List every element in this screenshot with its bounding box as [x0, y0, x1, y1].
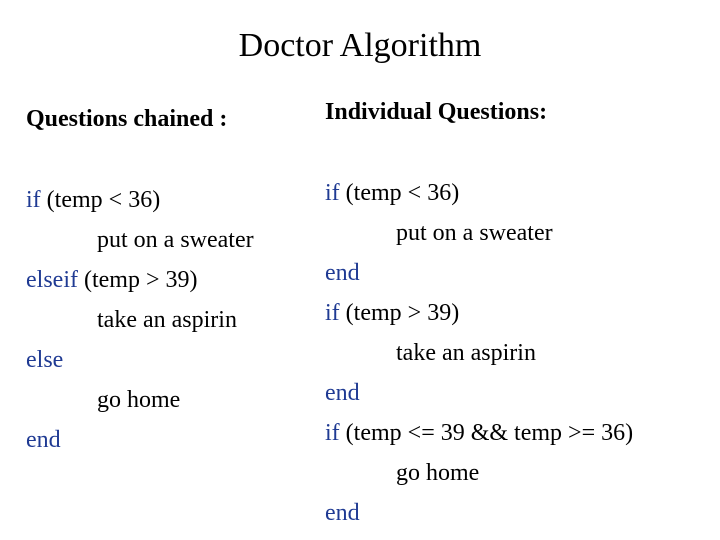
individual-heading: Individual Questions: [325, 99, 548, 125]
code-line [325, 453, 633, 493]
slide-title: Doctor Algorithm [238, 27, 482, 64]
code-line [26, 260, 254, 300]
keyword: if [325, 300, 340, 326]
code-text: (temp < 36) [339, 180, 460, 206]
code-line [26, 340, 254, 380]
keyword: end [325, 260, 360, 286]
code-line [26, 180, 254, 220]
code-line [325, 493, 633, 533]
keyword: else [26, 347, 64, 373]
keyword: if [26, 187, 41, 213]
code-line [26, 300, 254, 340]
keyword: end [325, 380, 360, 406]
code-text: go home [97, 387, 181, 413]
code-line [325, 293, 633, 333]
chained-code-block [26, 180, 254, 460]
code-text: take an aspirin [97, 307, 237, 333]
keyword: if [325, 180, 340, 206]
code-text: go home [396, 460, 480, 486]
keyword: end [325, 500, 360, 526]
code-line [325, 333, 633, 373]
code-line [26, 420, 254, 460]
code-text: (temp <= 39 && temp >= 36) [339, 420, 634, 446]
code-line [26, 220, 254, 260]
code-text: take an aspirin [396, 340, 536, 366]
chained-heading: Questions chained : [26, 106, 228, 132]
code-line [325, 173, 633, 213]
code-text: (temp > 39) [339, 300, 460, 326]
code-line [325, 413, 633, 453]
code-line [325, 213, 633, 253]
code-line [26, 380, 254, 420]
code-text: (temp < 36) [40, 187, 161, 213]
code-text: put on a sweater [97, 227, 254, 253]
code-line [325, 253, 633, 293]
keyword: elseif [26, 267, 78, 293]
keyword: end [26, 427, 61, 453]
individual-code-block [325, 173, 633, 533]
code-line [325, 373, 633, 413]
code-text: put on a sweater [396, 220, 553, 246]
code-text: (temp > 39) [77, 267, 198, 293]
keyword: if [325, 420, 340, 446]
